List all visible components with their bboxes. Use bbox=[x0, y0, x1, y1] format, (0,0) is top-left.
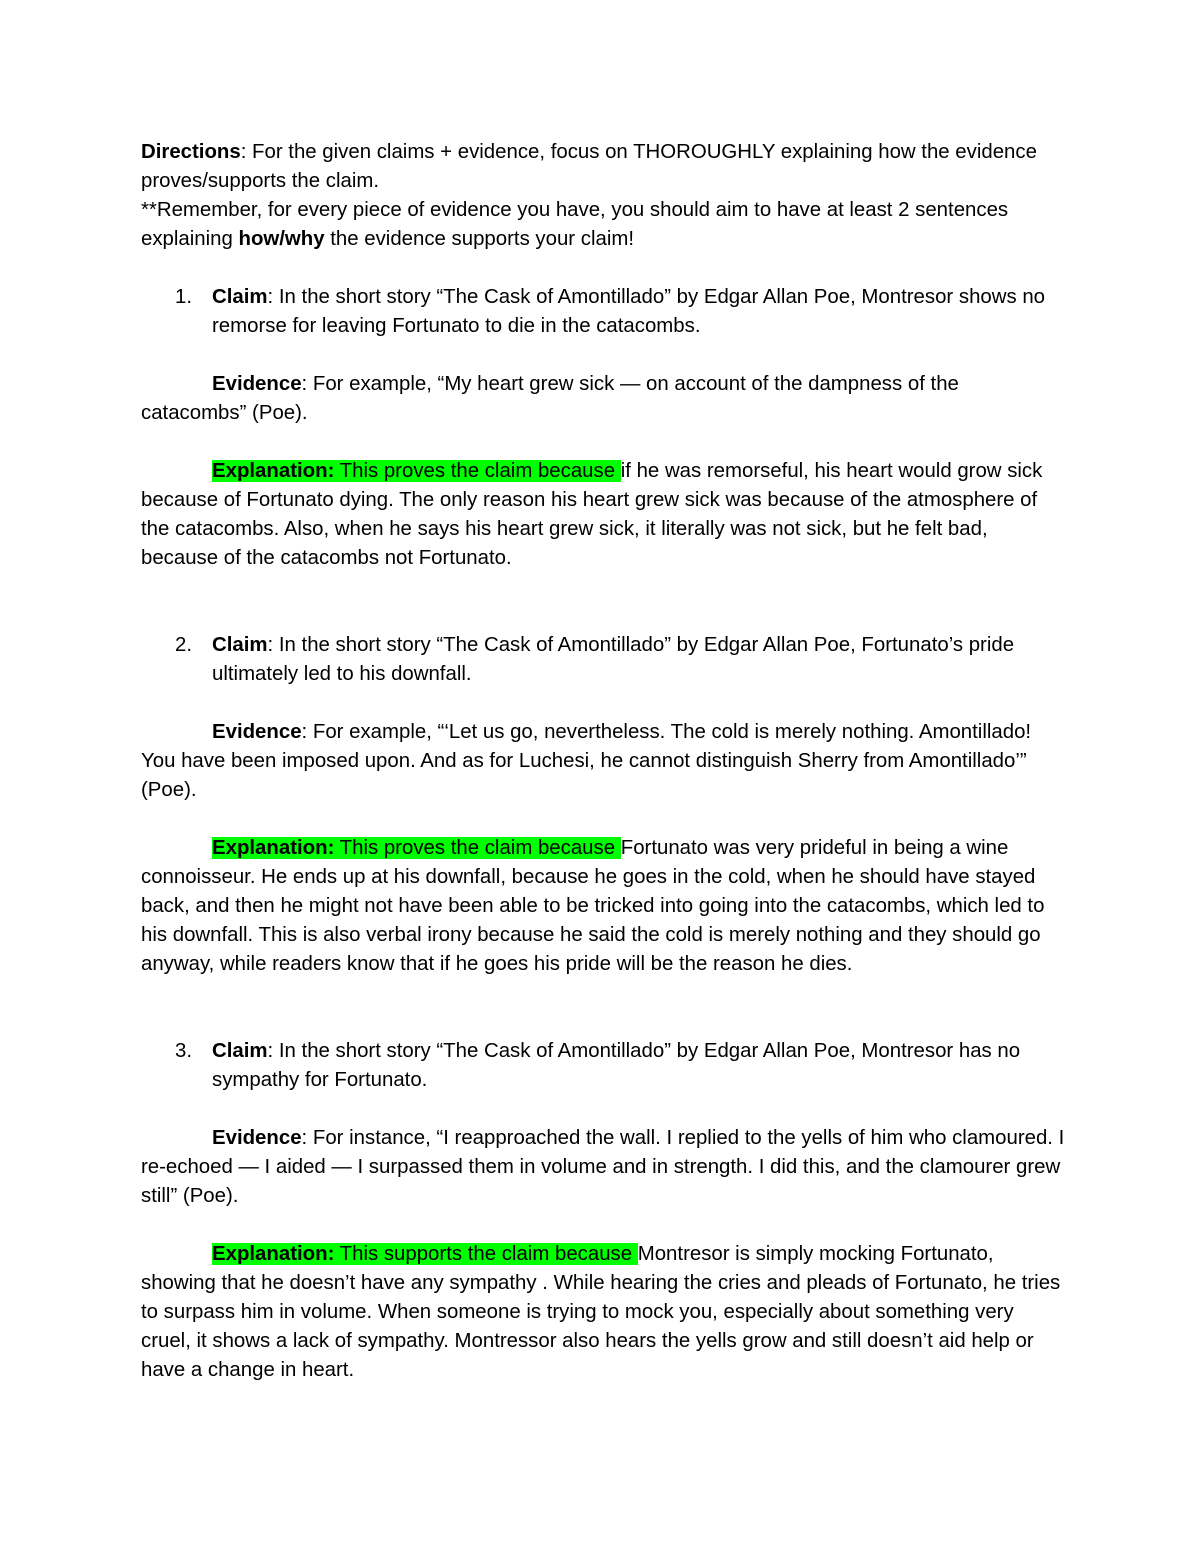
list-number: 1. bbox=[175, 286, 193, 308]
claim-text: : In the short story “The Cask of Amontillado” by Edgar Allan Poe, Fortunato’s pride ultimately led to his downfall. bbox=[212, 634, 1015, 685]
evidence-text: : For example, “My heart grew sick — on account of the dampness of the catacombs” (Poe). bbox=[141, 373, 959, 424]
claim-paragraph bbox=[141, 283, 1066, 341]
document-body bbox=[141, 138, 1066, 1385]
explanation-text: Fortunato was very prideful in being a wine connoisseur. He ends up at his downfall, because he goes in the cold, when he should have stayed back, and then he might not have been able to be tricked into going into the catacombs, which led to his downfall. This is also verbal irony because he said the cold is merely nothing and they should go anyway, while readers know that if he goes his pride will be the reason he dies. bbox=[141, 837, 1045, 975]
remember-tail: the evidence supports your claim! bbox=[324, 228, 635, 250]
claim-paragraph bbox=[141, 1037, 1066, 1095]
evidence-text: : For instance, “I reapproached the wall. I replied to the yells of him who clamoured. I re-echoed — I aided — I surpassed them in volume and in strength. I did this, and the clamourer grew still” (Poe). bbox=[141, 1127, 1065, 1207]
evidence-label: Evidence bbox=[212, 721, 302, 743]
explanation-paragraph bbox=[141, 457, 1066, 573]
explanation-highlight bbox=[212, 837, 621, 859]
evidence-label: Evidence bbox=[212, 373, 302, 395]
explanation-label: Explanation: bbox=[212, 837, 335, 859]
claim-label: Claim bbox=[212, 634, 268, 656]
claim-item bbox=[141, 283, 1066, 573]
claim-label: Claim bbox=[212, 286, 268, 308]
claim-label: Claim bbox=[212, 1040, 268, 1062]
evidence-paragraph bbox=[141, 718, 1066, 805]
explanation-lead: This proves the claim because bbox=[334, 837, 621, 859]
explanation-highlight bbox=[212, 460, 621, 482]
list-number: 3. bbox=[175, 1040, 193, 1062]
explanation-text: if he was remorseful, his heart would grow sick because of Fortunato dying. The only reason his heart grew sick was because of the atmosphere of the catacombs. Also, when he says his heart grew sick, it literally was not sick, but he felt bad, because of the catacombs not Fortunato. bbox=[141, 460, 1043, 569]
claim-text: : In the short story “The Cask of Amontillado” by Edgar Allan Poe, Montresor shows no remorse for leaving Fortunato to die in the catacombs. bbox=[212, 286, 1046, 337]
remember-paragraph bbox=[141, 196, 1066, 254]
claim-item bbox=[141, 1037, 1066, 1385]
evidence-paragraph bbox=[141, 1124, 1066, 1211]
evidence-label: Evidence bbox=[212, 1127, 302, 1149]
evidence-paragraph bbox=[141, 370, 1066, 428]
explanation-label: Explanation: bbox=[212, 460, 335, 482]
list-number: 2. bbox=[175, 634, 193, 656]
directions-paragraph bbox=[141, 138, 1066, 196]
remember-text: **Remember, for every piece of evidence you have, you should aim to have at least 2 sentences explaining bbox=[141, 199, 1009, 250]
explanation-paragraph bbox=[141, 834, 1066, 979]
directions-text: : For the given claims + evidence, focus on THOROUGHLY explaining how the evidence proves/supports the claim. bbox=[141, 141, 1037, 192]
explanation-paragraph bbox=[141, 1240, 1066, 1385]
explanation-highlight bbox=[212, 1243, 638, 1265]
remember-emphasis: how/why bbox=[238, 228, 325, 250]
evidence-text: : For example, “‘Let us go, nevertheless. The cold is merely nothing. Amontillado! You have been imposed upon. And as for Luchesi, he cannot distinguish Sherry from Amontillado’” (Poe). bbox=[141, 721, 1032, 801]
directions-label: Directions bbox=[141, 141, 241, 163]
explanation-label: Explanation: bbox=[212, 1243, 335, 1265]
claim-text: : In the short story “The Cask of Amontillado” by Edgar Allan Poe, Montresor has no sympathy for Fortunato. bbox=[212, 1040, 1021, 1091]
explanation-lead: This supports the claim because bbox=[334, 1243, 638, 1265]
explanation-lead: This proves the claim because bbox=[334, 460, 621, 482]
claim-paragraph bbox=[141, 631, 1066, 689]
claim-item bbox=[141, 631, 1066, 979]
explanation-text: Montresor is simply mocking Fortunato, showing that he doesn’t have any sympathy . While hearing the cries and pleads of Fortunato, he tries to surpass him in volume. When someone is trying to mock you, especially about something very cruel, it shows a lack of sympathy. Montressor also hears the yells grow and still doesn’t aid help or have a change in heart. bbox=[141, 1243, 1061, 1381]
